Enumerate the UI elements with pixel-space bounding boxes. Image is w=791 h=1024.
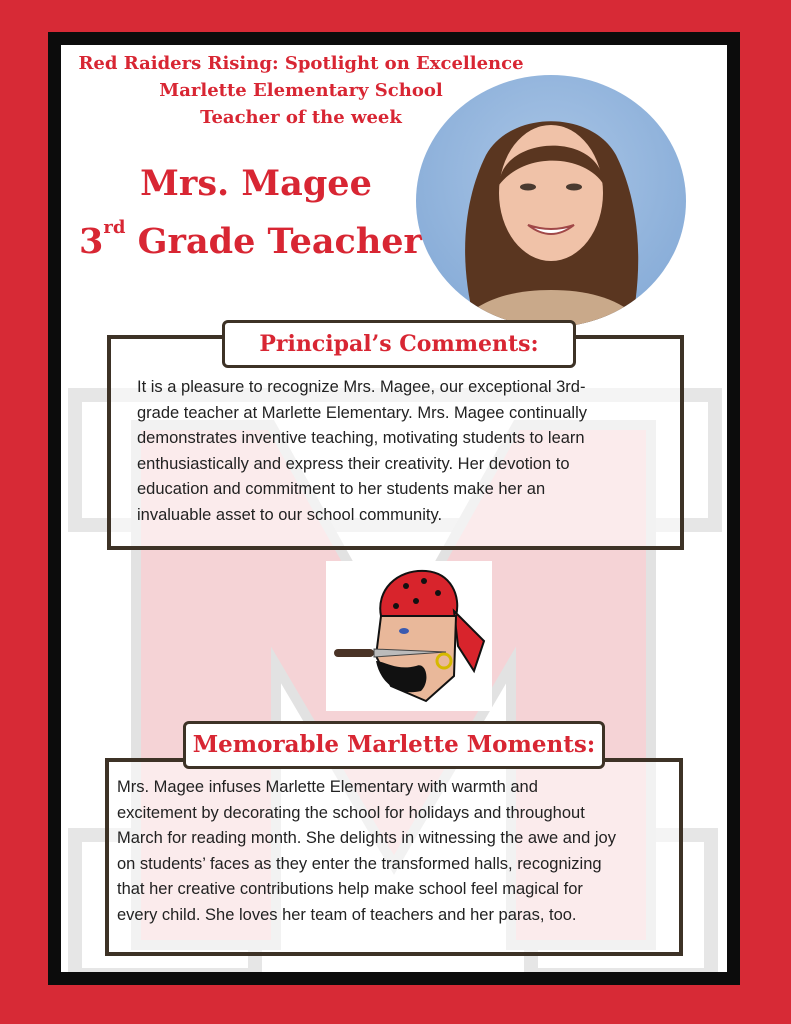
principal-comments-text: It is a pleasure to recognize Mrs. Magee, our exceptional 3rd- grade teacher at Marlette Elementary. Mrs. Magee continually demonstrates inventive teaching, motivating students to learn enthusiastically and express their creativity. Her devotion to education and commitment to her students make her an invaluable asset to our school community.	[137, 378, 587, 524]
memorable-moments-title: Memorable Marlette Moments:	[183, 721, 605, 769]
school-name: Marlette Elementary School	[159, 80, 443, 101]
principal-comments-title: Principal’s Comments:	[222, 320, 576, 368]
series-title: Red Raiders Rising: Spotlight on Excellence	[78, 53, 524, 74]
pirate-mascot-logo	[326, 561, 492, 711]
grade-title: Grade Teacher	[137, 221, 422, 262]
memorable-moments-text: Mrs. Magee infuses Marlette Elementary with warmth and excitement by decorating the school for holidays and throughout March for reading month. She delights in witnessing the awe and joy on students’ faces as they enter the transformed halls, recognizing that her creative contributions help make school feel magical for every child. She loves her team of teachers and her paras, too.	[117, 778, 616, 924]
teacher-grade	[79, 217, 422, 262]
grade-suffix: rd	[103, 217, 126, 238]
teacher-photo	[416, 75, 686, 327]
flyer-page	[61, 45, 727, 972]
teacher-name: Mrs. Magee	[140, 163, 372, 204]
award-title: Teacher of the week	[200, 107, 402, 128]
grade-number: 3	[79, 221, 104, 262]
